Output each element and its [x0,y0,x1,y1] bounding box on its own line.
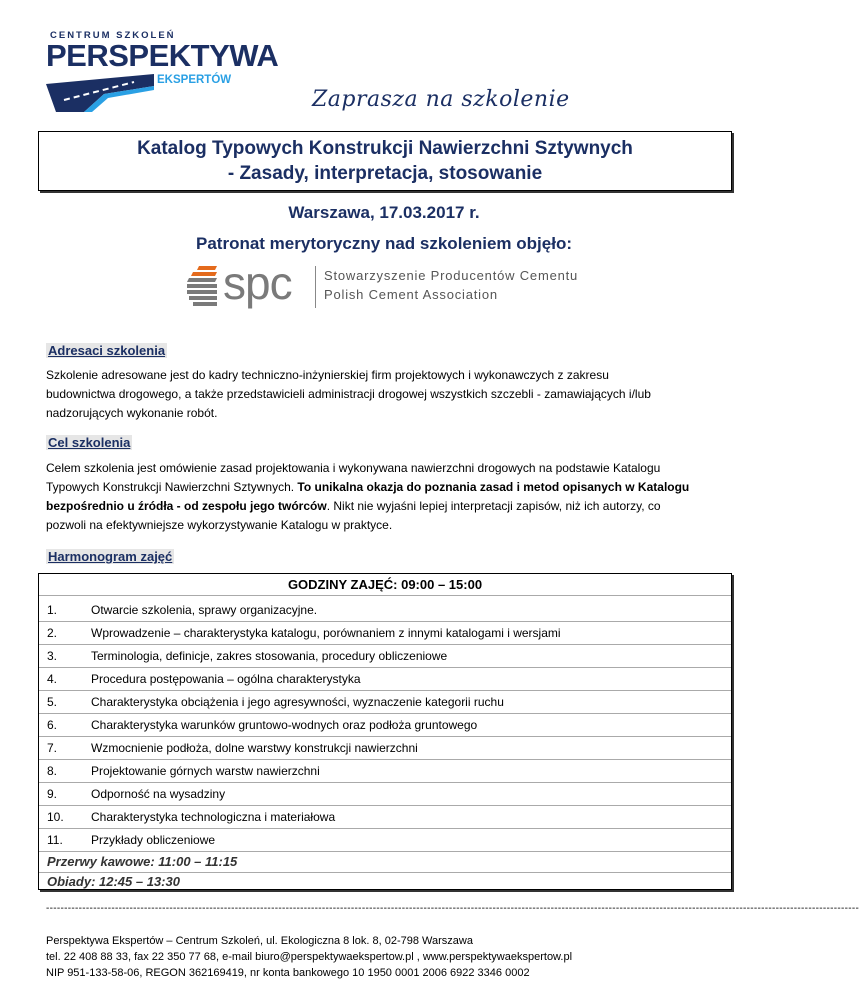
goal-line-4: pozwoli na efektywniejsze wykorzystywanie Katalogu w praktyce. [46,518,393,532]
schedule-divider [39,644,731,645]
schedule-item-num: 11. [47,833,63,847]
audience-line-2: budownictwa drogowego, a także przedstawicieli administracji drogowej wszystkich szczebli - zamawiających i/lub [46,387,651,401]
goal-line-2-bold: To unikalna okazja do poznania zasad i metod opisanych w Katalogu [297,480,690,494]
audience-line-1: Szkolenie adresowane jest do kadry techniczno-inżynierskiej firm projektowych i wykonawczych z zakresu [46,368,609,382]
spc-org-pl: Stowarzyszenie Producentów Cementu [324,268,579,283]
title-line-2: - Zasady, interpretacja, stosowanie [227,163,543,184]
schedule-hours: GODZINY ZAJĘĆ: 09:00 – 15:00 [287,577,483,592]
schedule-divider [39,872,731,873]
schedule-item-num: 10. [47,810,64,824]
coffee-break: Przerwy kawowe: 11:00 – 11:15 [47,854,238,869]
schedule-item-num: 7. [47,741,58,755]
schedule-item-num: 8. [47,764,58,778]
goal-line-2-normal: Typowych Konstrukcji Nawierzchni Sztywnych. [46,480,298,494]
schedule-item-num: 4. [47,672,58,686]
schedule-item-num: 3. [47,649,58,663]
spc-org-en: Polish Cement Association [324,287,498,302]
logo-top-text: CENTRUM SZKOLEŃ [50,30,176,41]
goal-line-3 [46,497,722,516]
schedule-divider [39,805,731,806]
schedule-divider [39,851,731,852]
logo-sub-text: EKSPERTÓW [157,74,232,86]
spc-stripes-icon [185,264,219,308]
schedule-item-num: 9. [47,787,58,801]
spc-logo [185,257,590,310]
schedule-divider [39,713,731,714]
schedule-heading: Harmonogram zajęć [48,549,173,564]
training-date: Warszawa, 17.03.2017 r. [288,203,480,222]
goal-line-1: Celem szkolenia jest omówienie zasad projektowania i wykonywana nawierzchni drogowych na podstawie Katalogu [46,461,661,475]
schedule-item-text: Procedura postępowania – ogólna charakterystyka [91,672,361,686]
lunch-break: Obiady: 12:45 – 13:30 [47,874,180,889]
footer-divider: -------------------------------------------------------------------------------------------------------------------------------------------------------------------------------------------------------------------------------- [46,903,859,914]
goal-heading: Cel szkolenia [48,435,131,450]
schedule-divider [39,621,731,622]
company-logo [44,30,279,112]
schedule-item-num: 5. [47,695,58,709]
schedule-divider [39,690,731,691]
schedule-divider [39,595,731,596]
footer-registry: NIP 951-133-58-06, REGON 362169419, nr konta bankowego 10 1950 0001 2006 6922 3346 0002 [46,967,530,979]
schedule-divider [39,828,731,829]
schedule-item-text: Charakterystyka technologiczna i materiałowa [91,810,336,824]
spc-logo-text: spc [223,257,292,309]
schedule-item-text: Projektowanie górnych warstw nawierzchni [91,764,320,778]
road-icon [44,70,156,114]
goal-line-3-bold: bezpośrednio u źródła - od zespołu jego twórców [46,499,327,513]
schedule-divider [39,736,731,737]
schedule-item-text: Wprowadzenie – charakterystyka katalogu, porównaniem z innymi katalogami i wersjami [91,626,561,640]
patronage-heading: Patronat merytoryczny nad szkoleniem objęło: [196,234,572,253]
schedule-item-num: 1. [47,603,58,617]
schedule-item-text: Terminologia, definicje, zakres stosowania, procedury obliczeniowe [91,649,448,663]
title-line-1: Katalog Typowych Konstrukcji Nawierzchni Sztywnych [137,138,633,159]
footer-address: Perspektywa Ekspertów – Centrum Szkoleń, ul. Ekologiczna 8 lok. 8, 02-798 Warszawa [46,935,473,947]
schedule-item-text: Charakterystyka obciążenia i jego agresywności, wyznaczenie kategorii ruchu [91,695,504,709]
schedule-divider [39,782,731,783]
goal-line-3-normal: . Nikt nie wyjaśni lepiej interpretacji zapisów, niż ich autorzy, co [326,499,661,513]
audience-line-3: nadzorujących wykonanie robót. [46,406,218,420]
title-box [38,131,732,191]
schedule-item-text: Charakterystyka warunków gruntowo-wodnych oraz podłoża gruntowego [91,718,478,732]
schedule-box [38,573,732,890]
schedule-divider [39,667,731,668]
schedule-item-text: Przykłady obliczeniowe [91,833,216,847]
invite-heading: Zaprasza na szkolenie [312,87,570,112]
audience-heading: Adresaci szkolenia [48,343,166,358]
schedule-item-num: 2. [47,626,58,640]
footer-contact: tel. 22 408 88 33, fax 22 350 77 68, e-mail biuro@perspektywaekspertow.pl , www.perspektywaekspertow.pl [46,951,573,963]
schedule-item-text: Otwarcie szkolenia, sprawy organizacyjne. [91,603,318,617]
schedule-item-text: Wzmocnienie podłoża, dolne warstwy konstrukcji nawierzchni [91,741,418,755]
schedule-divider [39,759,731,760]
schedule-item-num: 6. [47,718,58,732]
spc-divider [315,266,316,308]
audience-text [46,366,722,423]
logo-main-text: PERSPEKTYWA [46,38,279,73]
schedule-item-text: Odporność na wysadziny [91,787,226,801]
goal-line-2 [46,478,722,497]
goal-text [46,459,722,535]
